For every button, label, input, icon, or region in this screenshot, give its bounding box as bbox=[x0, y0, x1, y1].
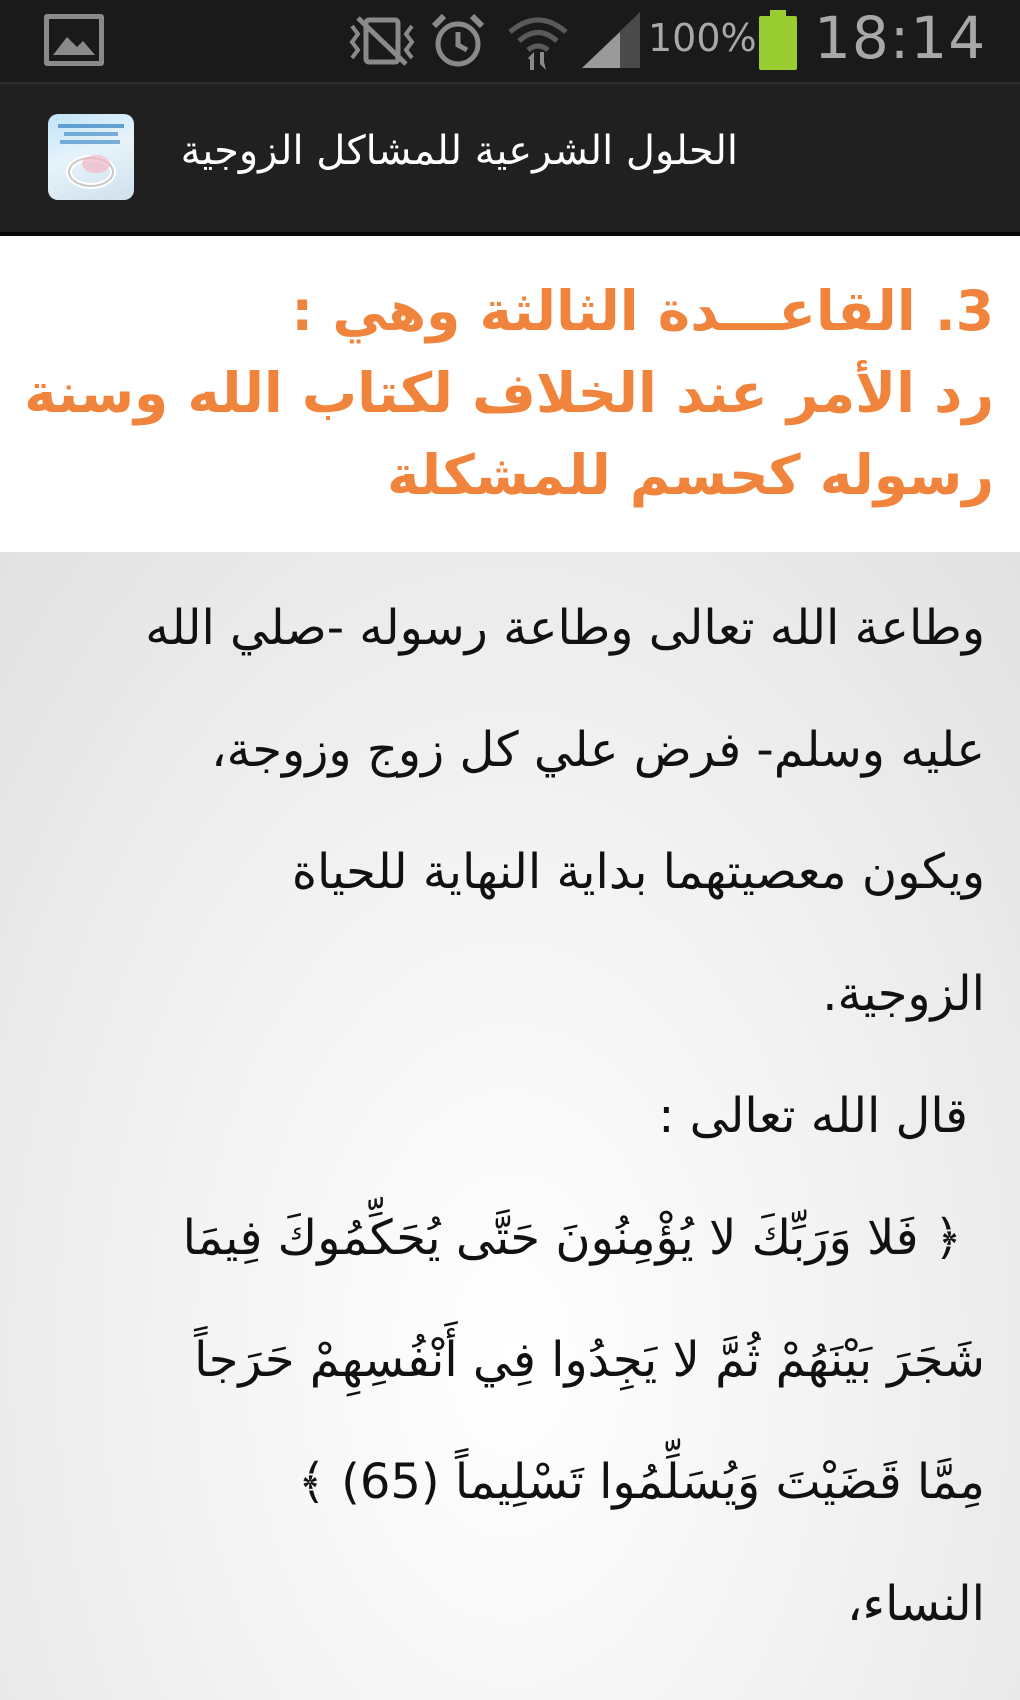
heading-line-1: 3. القاعـــدة الثالثة وهي : bbox=[291, 279, 994, 343]
body-line-3: ويكون معصيتهما بداية النهاية للحياة bbox=[291, 844, 985, 900]
app-icon[interactable] bbox=[48, 114, 134, 200]
alarm-icon bbox=[430, 12, 486, 70]
ring-icon bbox=[48, 114, 134, 200]
battery-percent: 100% bbox=[648, 16, 757, 60]
gallery-icon bbox=[44, 14, 104, 66]
section-heading bbox=[24, 270, 994, 516]
heading-line-2: رد الأمر عند الخلاف لكتاب الله وسنة bbox=[24, 361, 994, 425]
body-line-2: عليه وسلم- فرض علي كل زوج وزوجة، bbox=[211, 722, 985, 778]
action-bar bbox=[0, 82, 1020, 232]
signal-icon bbox=[580, 10, 642, 70]
quran-line-3: مِمَّا قَضَيْتَ وَيُسَلِّمُوا تَسْلِيماً (65) ﴾ bbox=[297, 1454, 985, 1510]
battery-icon bbox=[757, 10, 799, 70]
quran-line-2: شَجَرَ بَيْنَهُمْ ثُمَّ لا يَجِدُوا فِي أَنْفُسِهِمْ حَرَجاً bbox=[194, 1332, 985, 1388]
header-section bbox=[0, 236, 1020, 552]
body-line-9: النساء، bbox=[847, 1576, 985, 1632]
vibrate-icon bbox=[348, 14, 416, 68]
app-title: الحلول الشرعية للمشاكل الزوجية bbox=[180, 128, 738, 174]
body-line-4: الزوجية. bbox=[822, 966, 985, 1022]
wifi-icon bbox=[506, 12, 570, 72]
status-bar bbox=[0, 0, 1020, 82]
content-body bbox=[0, 552, 1020, 1700]
body-line-1: وطاعة الله تعالى وطاعة رسوله -صلي الله bbox=[145, 600, 985, 656]
clock: 18:14 bbox=[814, 4, 987, 72]
quran-line-1: ﴿ فَلا وَرَبِّكَ لا يُؤْمِنُونَ حَتَّى يُحَكِّمُوكَ فِيمَا bbox=[182, 1210, 962, 1266]
heading-line-3: رسوله كحسم للمشكلة bbox=[387, 443, 994, 507]
body-line-5: قال الله تعالى : bbox=[658, 1088, 968, 1144]
